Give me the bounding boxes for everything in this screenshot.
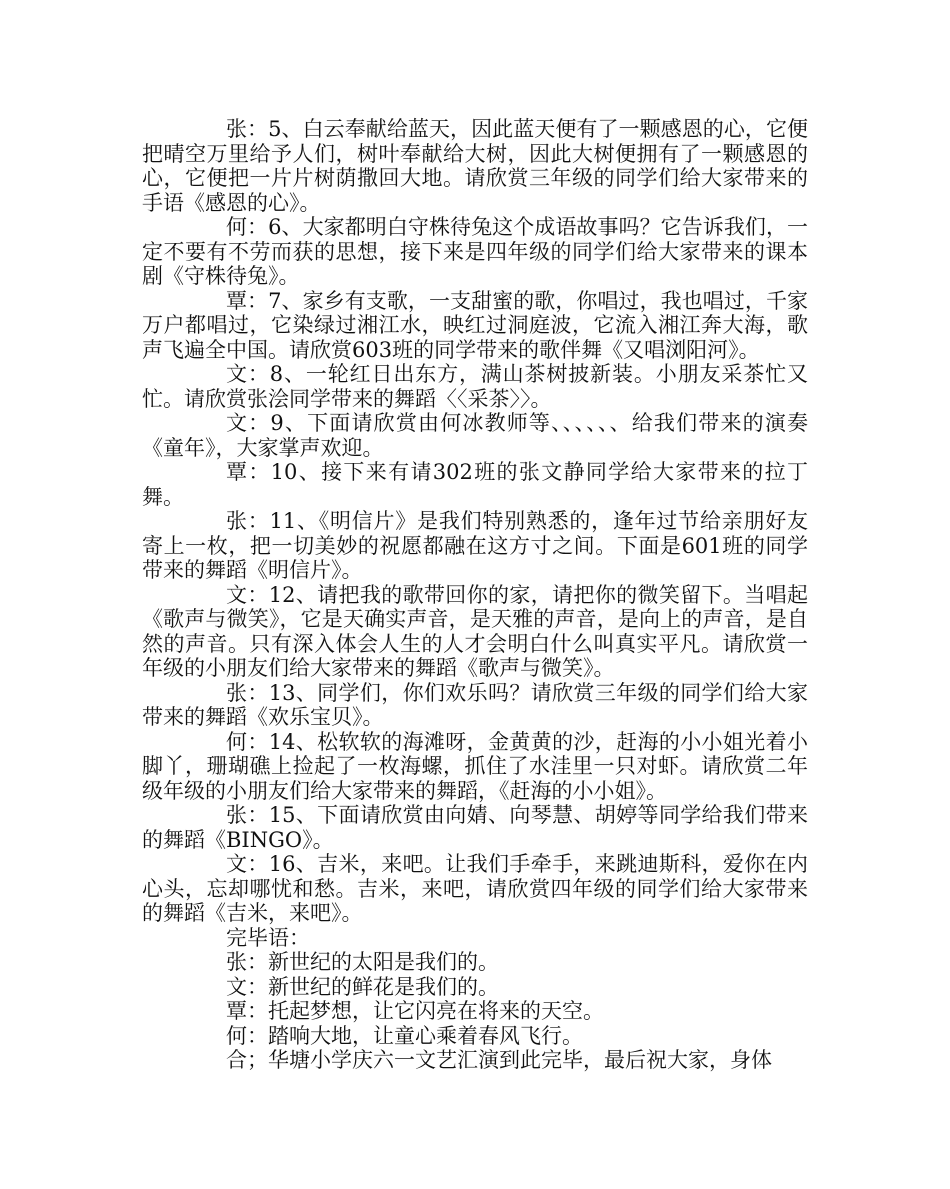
closing-line-zhang: 张：新世纪的太阳是我们的。	[226, 950, 499, 974]
document-body	[142, 117, 808, 1073]
paragraph-15: 张：15、下面请欣赏由向婧、向琴慧、胡婷等同学给我们带来的舞蹈《BINGO》。	[142, 803, 808, 852]
paragraph-16: 文：16、吉米，来吧。让我们手牵手，来跳迪斯科，爱你在内心头，忘却哪忧和愁。吉米，来吧，请欣赏四年级的同学们给大家带来的舞蹈《吉米，来吧》。	[142, 852, 808, 925]
closing-line-he: 何：踏响大地，让童心乘着春风飞行。	[226, 1023, 583, 1048]
paragraph-13: 张：13、同学们，你们欢乐吗？请欣赏三年级的同学们给大家带来的舞蹈《欢乐宝贝》。	[142, 680, 808, 729]
paragraph-7: 覃：7、家乡有支歌，一支甜蜜的歌，你唱过，我也唱过，千家万户都唱过，它染绿过湘江水，映红过洞庭波，它流入湘江奔大海，歌声飞遍全中国。请欣赏603班的同学带来的歌伴舞《又唱浏阳河》。	[142, 288, 808, 362]
closing-line-qin: 覃：托起梦想，让它闪亮在将来的天空。	[226, 999, 604, 1023]
paragraph-14: 何：14、松软软的海滩呀，金黄黄的沙，赶海的小小姐光着小脚丫，珊瑚礁上捡起了一枚海螺，抓住了水洼里一只对虾。请欣赏二年级年级的小朋友们给大家带来的舞蹈，《赶海的小小姐》。	[142, 729, 808, 803]
paragraph-12: 文：12、请把我的歌带回你的家，请把你的微笑留下。当唱起《歌声与微笑》，它是天确实声音，是天雅的声音，是向上的声音，是自然的声音。只有深入体会人生的人才会明白什么叫真实平凡。请欣赏一年级的小朋友们给大家带来的舞蹈《歌声与微笑》。	[142, 582, 808, 680]
paragraph-11: 张：11、《明信片》是我们特别熟悉的，逢年过节给亲朋好友寄上一枚，把一切美妙的祝愿都融在这方寸之间。下面是601班的同学带来的舞蹈《明信片》。	[142, 509, 808, 582]
paragraph-5: 张：5、白云奉献给蓝天，因此蓝天便有了一颗感恩的心，它便把晴空万里给予人们，树叶奉献给大树，因此大树便拥有了一颗感恩的心，它便把一片片树荫撒回大地。请欣赏三年级的同学们给大家带来的手语《感恩的心》。	[142, 117, 808, 215]
closing-heading: 完毕语：	[226, 925, 310, 950]
paragraph-8: 文：8、一轮红日出东方，满山茶树披新装。小朋友采茶忙又忙。请欣赏张浍同学带来的舞蹈〈〈采茶〉〉。	[142, 362, 808, 411]
paragraph-6: 何：6、大家都明白守株待兔这个成语故事吗？它告诉我们，一定不要有不劳而获的思想，接下来是四年级的同学们给大家带来的课本剧《守株待兔》。	[142, 215, 808, 288]
closing-line-together: 合；华塘小学庆六一文艺汇演到此完毕，最后祝大家，身体	[226, 1048, 772, 1072]
paragraph-10: 覃：10、接下来有请302班的张文静同学给大家带来的拉丁舞。	[142, 460, 808, 509]
paragraph-9: 文：9、下面请欣赏由何冰教师等、、、、、、给我们带来的演奏《童年》，大家掌声欢迎。	[142, 411, 808, 460]
closing-line-wen: 文：新世纪的鲜花是我们的。	[226, 974, 499, 999]
